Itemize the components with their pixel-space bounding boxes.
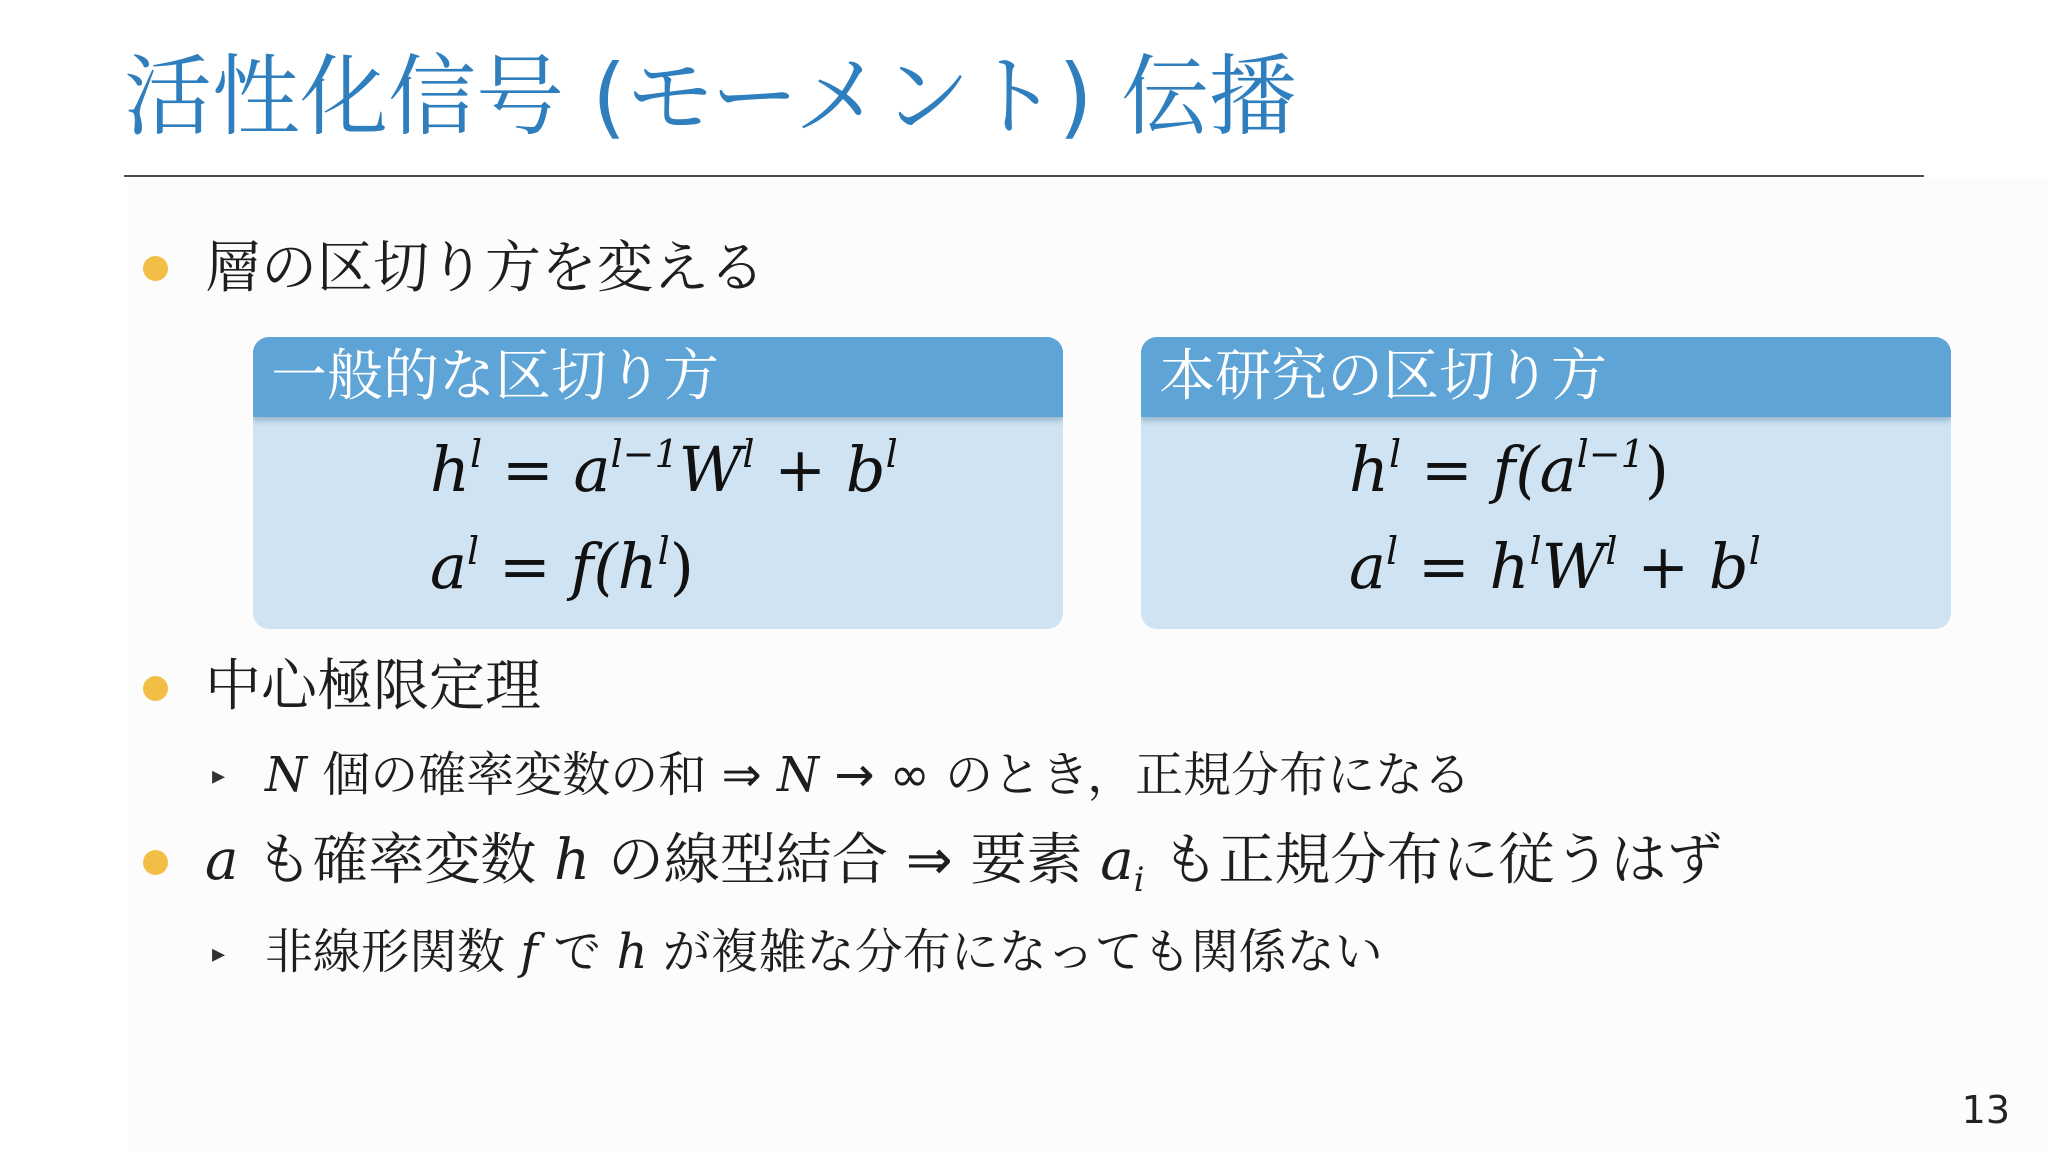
eq-symbol: b [1708, 530, 1749, 603]
math-subscript: i [1133, 860, 1145, 901]
math-op: ⇒ [905, 828, 953, 893]
eq-symbol: b [845, 433, 886, 506]
text: のとき，正規分布になる [945, 747, 1472, 803]
eq-superscript: l [1388, 432, 1402, 476]
math-var: a [205, 828, 239, 893]
bullet-dot [143, 850, 168, 875]
eq-superscript: l [885, 432, 898, 476]
definition-box-general [253, 337, 1063, 629]
bullet-text-2: 中心極限定理 [205, 654, 541, 719]
math-var: f [520, 924, 539, 980]
eq-superscript: l−1 [610, 432, 679, 476]
eq-symbol: a [573, 433, 611, 506]
bullet-text-1: 層の区切り方を変える [205, 236, 765, 301]
box-header-proposed: 本研究の区切り方 [1141, 337, 1951, 417]
sub-bullet-nonlinear [265, 922, 1383, 982]
equation-general-1 [430, 430, 898, 510]
page-number: 13 [1961, 1088, 2010, 1132]
text: 要素 [970, 828, 1083, 893]
bullet-dot [143, 256, 168, 281]
math-var: N [265, 747, 307, 803]
equation-proposed-1 [1349, 430, 1669, 510]
eq-symbol: h [1489, 530, 1530, 603]
bullet-text-3 [205, 826, 1722, 915]
eq-symbol: h [430, 433, 470, 506]
eq-symbol: f(a [1492, 433, 1577, 506]
eq-symbol: a [1349, 530, 1386, 603]
math-var: N [777, 747, 820, 803]
text: 非線形関数 [265, 924, 506, 980]
eq-symbol: W [678, 433, 743, 506]
math-var: h [616, 924, 648, 980]
equation-proposed-2 [1349, 527, 1761, 607]
definition-box-proposed [1141, 337, 1951, 629]
eq-operator: = [1420, 433, 1473, 506]
eq-symbol: a [430, 530, 467, 603]
sub-bullet-triangle-icon: ▸ [212, 761, 226, 791]
eq-operator: + [1637, 530, 1690, 603]
math-var: h [554, 828, 591, 893]
eq-superscript: l [466, 529, 480, 573]
eq-operator: + [774, 433, 827, 506]
eq-superscript: l [1748, 529, 1761, 573]
eq-symbol: f(h [570, 530, 658, 603]
eq-operator: = [1417, 530, 1470, 603]
text: 個の確率変数の和 [322, 747, 707, 803]
text: が複雑な分布になっても関係ない [662, 924, 1383, 980]
text: で [553, 924, 602, 980]
sub-bullet-clt [265, 745, 1471, 805]
bullet-dot [143, 676, 168, 701]
eq-superscript: l−1 [1576, 432, 1645, 476]
eq-superscript: l [469, 432, 483, 476]
slide-title: 活性化信号 (モーメント) 伝播 [124, 45, 1297, 148]
text: も正規分布に従うはず [1162, 828, 1723, 893]
eq-superscript: l [657, 529, 670, 573]
title-divider [124, 175, 1924, 177]
sub-bullet-triangle-icon: ▸ [212, 939, 226, 969]
eq-superscript: l [742, 432, 755, 476]
eq-operator: = [501, 433, 554, 506]
eq-superscript: l [1605, 529, 1618, 573]
math-op: → [834, 747, 875, 803]
text: も確率変数 [256, 828, 537, 893]
math-op: ⇒ [721, 747, 762, 803]
eq-superscript: l [1529, 529, 1542, 573]
eq-operator: = [498, 530, 551, 603]
text: の線型結合 [607, 828, 888, 893]
eq-symbol: h [1349, 433, 1389, 506]
equation-general-2 [430, 527, 694, 607]
eq-symbol: W [1541, 530, 1606, 603]
box-header-general: 一般的な区切り方 [253, 337, 1063, 417]
math-op: ∞ [889, 747, 930, 803]
math-var: a [1100, 828, 1134, 893]
eq-superscript: l [1385, 529, 1399, 573]
eq-paren: ) [1644, 433, 1669, 506]
eq-paren: ) [669, 530, 694, 603]
